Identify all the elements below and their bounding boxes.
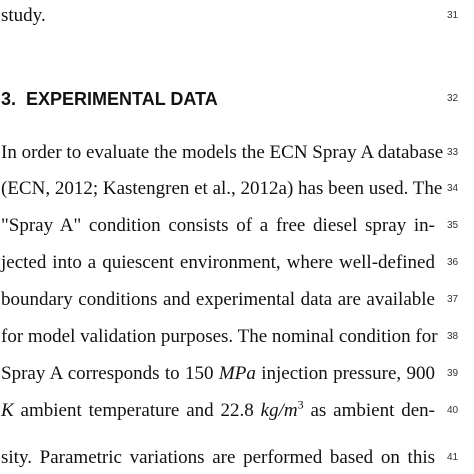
paragraph-line: "Spray A" condition consists of a free diesel spray in- <box>1 215 435 236</box>
line-number: 36 <box>447 257 459 268</box>
previous-paragraph-tail: study. <box>1 5 46 26</box>
paragraph-line: for model validation purposes. The nominal condition for <box>1 326 438 347</box>
line-number: 41 <box>447 452 459 463</box>
math-unit: kg/m <box>260 400 298 421</box>
line-number: 40 <box>447 405 459 416</box>
line-number: 31 <box>447 10 459 21</box>
line-number: 37 <box>447 294 459 305</box>
line-number: 32 <box>447 93 459 104</box>
section-number: 3. <box>1 89 17 109</box>
line-text: injection pressure, 900 <box>255 363 435 384</box>
section-heading <box>1 84 218 114</box>
paragraph-line: (ECN, 2012; Kastengren et al., 2012a) has been used. The <box>1 178 443 199</box>
math-exponent: 3 <box>297 397 304 412</box>
line-text: ambient temperature and 22.8 <box>13 400 261 421</box>
line-text: as ambient den- <box>303 400 435 421</box>
math-unit: MPa <box>218 363 256 384</box>
paragraph-line: boundary conditions and experimental data are available <box>1 289 435 310</box>
line-number: 33 <box>447 147 459 158</box>
line-number: 38 <box>447 331 459 342</box>
paragraph-line <box>1 359 435 389</box>
line-number: 39 <box>447 368 459 379</box>
line-text: Spray A corresponds to 150 <box>1 363 219 384</box>
paragraph-line: sity. Parametric variations are performed based on this <box>1 447 435 468</box>
paragraph-line: In order to evaluate the models the ECN Spray A database <box>1 142 444 163</box>
line-number: 35 <box>447 220 459 231</box>
math-unit: K <box>1 400 14 421</box>
paragraph-line: jected into a quiescent environment, where well-defined <box>1 252 435 273</box>
line-number: 34 <box>447 183 459 194</box>
section-title: EXPERIMENTAL DATA <box>26 89 218 109</box>
paragraph-line <box>1 396 435 426</box>
